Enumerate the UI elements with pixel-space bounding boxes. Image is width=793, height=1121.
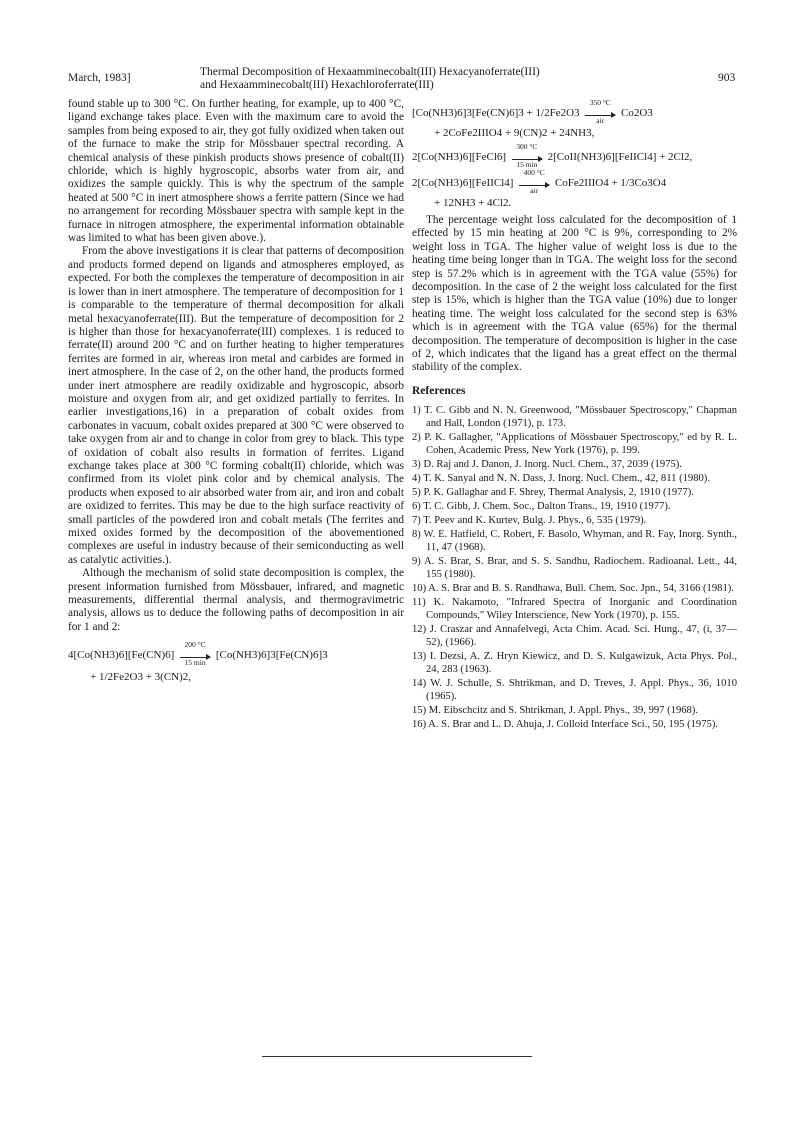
paragraph-mechanism: Although the mechanism of solid state decomposition is complex, the present information furnished from Mössbauer, infrared, and magnetic measurements, differential thermal analysis, and thermogravimetric analysis, allows us to deduce the following paths of decomposition in air for 1 and 2: [68,567,404,633]
equation-3 [412,142,737,169]
footer-divider [262,1056,532,1057]
equation-1 [68,640,404,668]
running-header-title [200,66,620,92]
reference-item: 7) T. Peev and K. Kurtev, Bulg. J. Phys., 6, 535 (1979). [412,515,647,527]
arrow-4-condition-top: 400 °C [523,168,545,177]
running-header-date: March, 1983] [68,72,131,84]
reference-item: 13) I. Dezsi, A. Z. Hryn Kiewicz, and D. S. Kulgawizuk, Acta Phys. Pol., 24, 283 (1963). [412,651,737,676]
equation-3-lhs: 2[Co(NH3)6][FeCl6] [412,151,507,163]
reference-item: 14) W. J. Schulle, S. Shtrikman, and D. Treves, J. Appl. Phys., 36, 1010 (1965). [412,678,737,703]
reference-item: 5) P. K. Gallaghar and F. Shrey, Thermal Analysis, 2, 1910 (1977). [412,487,694,499]
paragraph-investigations: From the above investigations it is clear that patterns of decomposition and products formed depend on ligands and atmospheres employed, as expected. For both the complexes the temperature of decomposition in air is lower than in inert atmosphere. The temperature of decomposition for 1 is comparable to the temperature of thermal decomposition for alkali metal hexacyanoferrate(III). But the temperature of decomposition for 2 is higher than those for hexacyanoferrate(III) complexes. 1 is reduced to ferrate(II) around 200 °C and on further heating to higher temperatures ferrites are formed in air, whereas iron metal and carbides are formed in inert atmosphere. In the case of 2, on the other hand, the products formed under inert atmosphere are readily oxidizable and hygroscopic, absorb moisture and oxygen from air, and get oxidized partially to ferrites. In earlier investigations,16) in a preparation of cobalt oxides from carbonates in vacuum, cobalt oxides prepared at 300 °C were observed to take oxygen from air and to change in color from grey to black. This type of oxidation of cobalt also results in formation of ferrites. Ligand exchange takes place at 300 °C forming cobalt(II) chloride, which was confirmed from its violet pink color and by chemical analysis. The products when exposed to air absorbed water from air, and iron and cobalt are oxidized to ferrites. This may be due to the high surface reactivity of small particles of the powdered iron and cobalt metals (The ferrites and mixed oxides formed by the decomposition of the abovementioned complexes are useful in industry because of their semiconducting as well as catalytic activities.). [68,245,404,566]
equation-2-lhs: [Co(NH3)6]3[Fe(CN)6]3 + 1/2Fe2O3 [412,107,580,119]
right-column [412,98,737,731]
equation-2 [412,98,737,125]
reference-item: 8) W. E. Hatfield, C. Robert, F. Basolo, Whyman, and R. Fay, Inorg. Synth., 11, 47 (1968). [412,529,737,554]
arrow-3-condition-top: 300 °C [516,142,538,151]
equation-2-continuation: + 2CoFe2IIIO4 + 9(CN)2 + 24NH3, [434,127,595,139]
equation-2-rhs: Co2O3 [621,107,653,119]
reaction-arrow-4 [519,168,549,195]
equation-1-lhs: 4[Co(NH3)6][Fe(CN)6] [68,649,175,662]
equation-4-lhs: 2[Co(NH3)6][FeIICl4] [412,177,514,189]
equation-3-rhs: 2[CoII(NH3)6][FeIICl4] + 2Cl2, [547,151,693,163]
equation-1-continuation: + 1/2Fe2O3 + 3(CN)2, [90,671,192,684]
arrow-1-condition-bottom: 15 min [184,658,206,668]
reference-item: 4) T. K. Sanyal and N. N. Dass, J. Inorg. Nucl. Chem., 42, 811 (1980). [412,473,710,485]
page-number: 903 [718,72,736,84]
equation-4-continuation: + 12NH3 + 4Cl2. [434,197,512,209]
references-heading: References [412,384,466,397]
paragraph-continued: found stable up to 300 °C. On further heating, for example, up to 400 °C, ligand exchange takes place. Even with the maximum care to avoid the samples from being exposed to air, they got fully oxidized when taken out of the furnace to make the strip for Mössbauer spectral recording. A chemical analysis of these pinkish products shows presence of cobalt(II) chloride, which is highly hygroscopic, absorbs water from air, and oxidizes the sample quickly. This is why the spectrum of the sample heated at 500 °C in inert atmosphere shows a ferrite pattern (Since we had no arrangement for recording Mössbauer spectra with sample kept in the furnace in nitrogen atmosphere, the experimental information obtainable was limited to what has been given above.). [68,98,404,245]
reference-item: 9) A. S. Brar, S. Brar, and S. S. Sandhu, Radiochem. Radioanal. Lett., 44, 155 (1980). [412,556,737,581]
equation-4-rhs: CoFe2IIIO4 + 1/3Co3O4 [554,177,667,189]
arrow-4-condition-bottom: air [530,186,539,195]
reference-item: 6) T. C. Gibb, J. Chem. Soc., Dalton Trans., 19, 1910 (1977). [412,501,671,513]
arrow-2-condition-top: 350 °C [589,98,611,107]
arrow-1-condition-top: 200 °C [184,640,206,650]
arrow-2-condition-bottom: air [596,116,605,125]
left-column [68,98,404,686]
reference-item: 15) M. Eibschcitz and S. Shtrikman, J. Appl. Phys., 39, 997 (1968). [412,705,699,717]
reference-item: 3) D. Raj and J. Danon, J. Inorg. Nucl. Chem., 37, 2039 (1975). [412,459,682,471]
equation-1-rhs: [Co(NH3)6]3[Fe(CN)6]3 [215,649,328,662]
reaction-arrow-3 [512,142,542,169]
running-header-title-line1: Thermal Decomposition of Hexaamminecobalt(III) Hexacyanoferrate(III) [200,66,540,78]
reference-item: 16) A. S. Brar and L. D. Ahuja, J. Colloid Interface Sci., 50, 195 (1975). [412,719,718,731]
references-list [412,404,737,731]
reference-item: 12) J. Craszar and Annafelvegi, Acta Chim. Acad. Sci. Hung., 47, (i, 37—52), (1966). [412,624,737,649]
arrow-3-condition-bottom: 15 min [516,160,538,169]
reaction-arrow-1 [180,640,210,668]
reference-item: 10) A. S. Brar and B. S. Randhawa, Bull. Chem. Soc. Jpn., 54, 3166 (1981). [412,583,734,595]
paragraph-weight-loss: The percentage weight loss calculated for the decomposition of 1 effected by 15 min heating at 200 °C is 9%, corresponding to 2% weight loss in TGA. The higher value of weight loss is due to the heating time being longer than in TGA. The weight loss for the second step is 57.2% which is in agreement with the TGA value (55%) for decomposition. In the case of 2 the weight loss calculated for the first step is 15%, which is higher than the TGA value (10%) due to longer heating time. The weight loss calculated for the second step is 63% which is in agreement with the TGA value (65%) for the thermal decomposition. The temperature of decomposition is higher in the case of 2, which indicates that the ligand has a great effect on the thermal stability of the complex. [412,214,737,374]
reaction-arrow-2 [585,98,615,125]
reference-item: 11) K. Nakamoto, "Infrared Spectra of Inorganic and Coordination Compounds," Wiley Interscience, New York (1970), p. 155. [412,597,737,622]
running-header-title-line2: and Hexaamminecobalt(III) Hexachloroferrate(III) [200,79,434,91]
equation-4 [412,168,737,195]
reference-item: 2) P. K. Gallagher, "Applications of Mössbauer Spectroscopy," ed by R. L. Cohen, Academic Press, New York (1976), p. 199. [412,432,737,457]
reference-item: 1) T. C. Gibb and N. N. Greenwood, "Mössbauer Spectroscopy," Chapman and Hall, London (1971), p. 173. [412,405,737,430]
